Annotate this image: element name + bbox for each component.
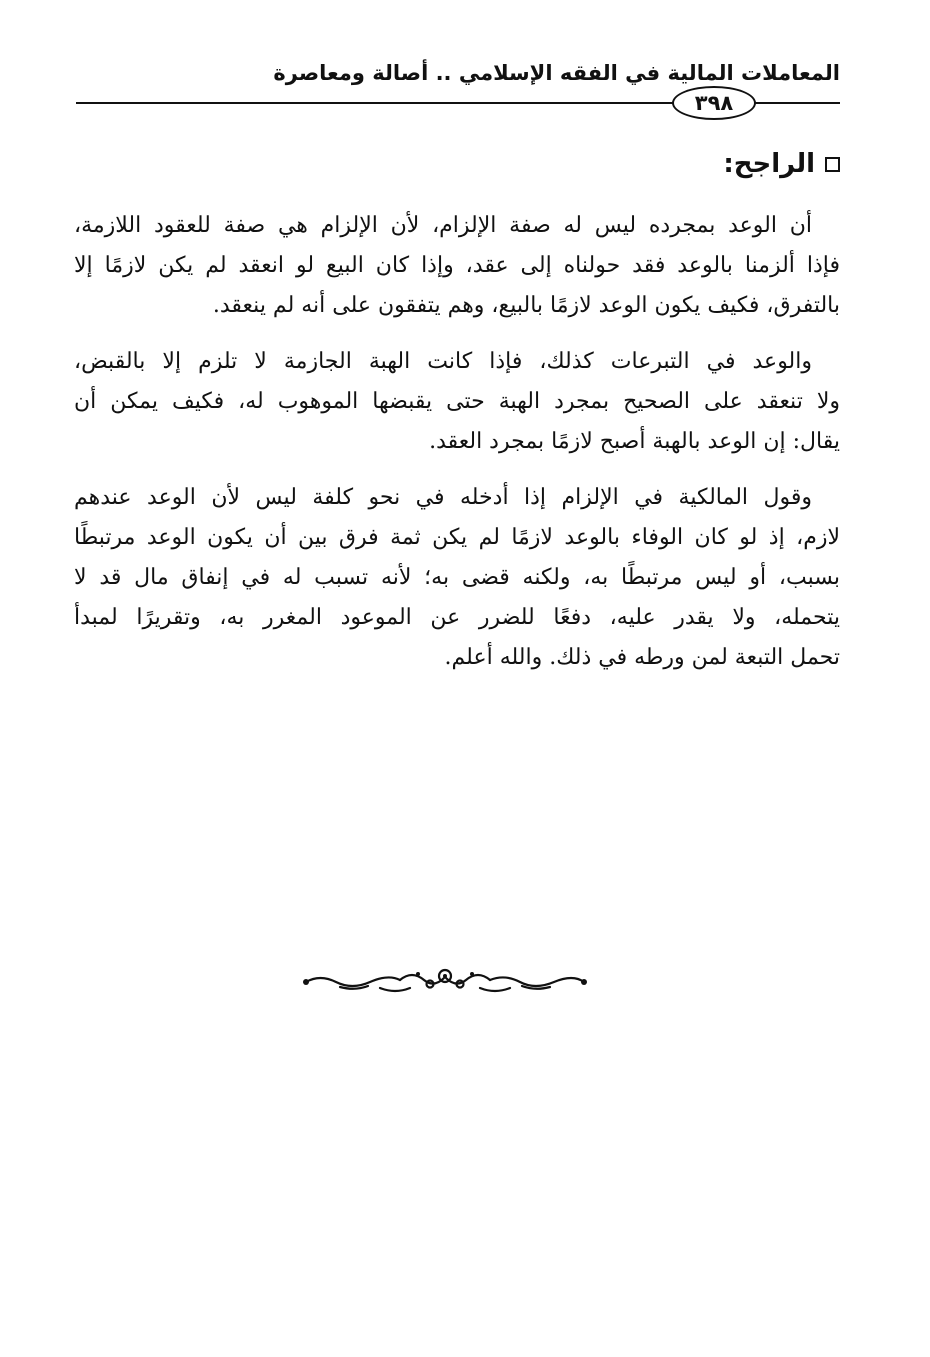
text-line: تحمل التبعة لمن ورطه في ذلك. والله أعلم. — [444, 645, 840, 670]
section-heading — [723, 146, 840, 182]
checkbox-icon — [825, 157, 840, 172]
section-heading-label: الراجح: — [723, 149, 815, 179]
text-line: يقال: إن الوعد بالهبة أصبح لازمًا بمجرد العقد. — [429, 429, 840, 454]
text-line: والوعد في التبرعات كذلك، فإذا كانت الهبة الجازمة لا تلزم إلا بالقبض، — [74, 349, 812, 374]
text-line: أن الوعد بمجرده ليس له صفة الإلزام، لأن الإلزام هي صفة للعقود اللازمة، — [74, 213, 812, 238]
paragraph-2 — [74, 342, 840, 462]
paragraph-1 — [74, 206, 840, 326]
text-line: ولا تنعقد على الصحيح بمجرد الهبة حتى يقبضها الموهوب له، فكيف يمكن أن — [74, 389, 840, 414]
decorative-divider-ornament — [300, 962, 590, 998]
body-text — [74, 206, 840, 694]
text-line: وقول المالكية في الإلزام إذا أدخله في نحو كلفة ليس لأن الوعد عندهم — [74, 485, 812, 510]
running-title: المعاملات المالية في الفقه الإسلامي .. أصالة ومعاصرة — [273, 61, 840, 85]
page-number: ٣٩٨ — [672, 86, 756, 120]
paragraph-3 — [74, 478, 840, 678]
text-line: بسبب، أو ليس مرتبطًا به، ولكنه قضى به؛ لأنه تسبب له في إنفاق مال قد لا — [74, 565, 840, 590]
text-line: لازم، إذ لو كان الوفاء بالوعد لازمًا لم يكن ثمة فرق بين أن يكون الوعد مرتبطًا — [74, 525, 840, 550]
text-line: فإذا ألزمنا بالوعد فقد حولناه إلى عقد، وإذا كان البيع لو انعقد لم يكن لازمًا إلا — [74, 253, 840, 278]
text-line: بالتفرق، فكيف يكون الوعد لازمًا بالبيع، وهم يتفقون على أنه لم ينعقد. — [212, 293, 840, 318]
text-line: يتحمله، ولا يقدر عليه، دفعًا للضرر عن الموعود المغرر به، وتقريرًا لمبدأ — [74, 605, 840, 630]
